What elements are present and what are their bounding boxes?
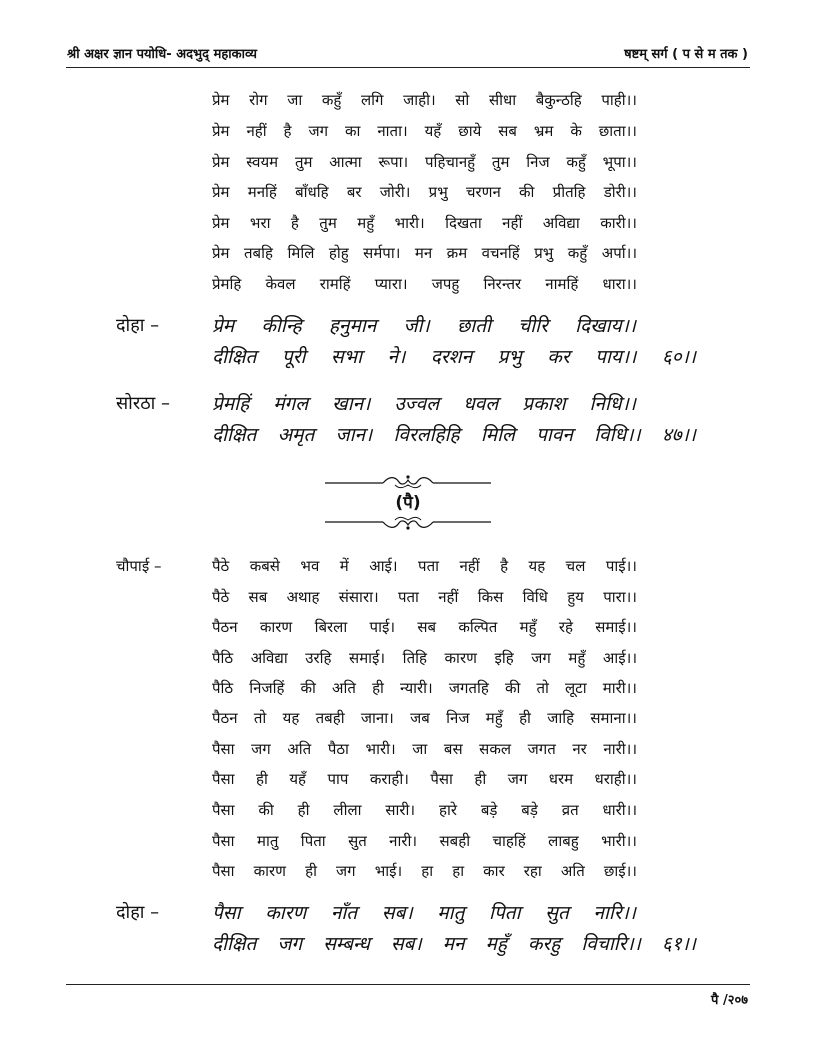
section-title: (पै) (395, 493, 421, 513)
soratha-label: सोरठा – (116, 393, 171, 414)
header-chapter-title: षष्टम् सर्ग ( प से म तक ) (624, 47, 748, 62)
ornament-divider-bottom (323, 513, 493, 533)
verse-line: पैठे सब अथाह संसारा। पता नहीं किस विधि हुय पारा।। (212, 588, 637, 606)
doha-label: दोहा – (116, 315, 160, 336)
verse-line: पैठन तो यह तबही जाना। जब निज महुँ ही जाहि समाना।। (212, 709, 637, 727)
page-number: पै /२०७ (711, 993, 748, 1008)
verse-line: पैसा की ही लीला सारी। हारे बड़े बड़े व्रत धारी।। (212, 801, 637, 819)
verse-line: पैठि अविद्या उरहि समाई। तिहि कारण इहि जग महुँ आई।। (212, 649, 637, 667)
verse-line: प्रेम भरा है तुम महुँ भारी। दिखता नहीं अविद्या कारी।। (212, 214, 637, 232)
soratha-line: दीक्षित अमृत जान। विरलहिहि मिलि पावन विधि।। ४७।। (212, 424, 696, 446)
verse-line: पैसा ही यहँ पाप कराही। पैसा ही जग धरम धराही।। (212, 770, 637, 788)
verse-line: प्रेम रोग जा कहुँ लगि जाही। सो सीधा बैकुन्ठहि पाही।। (212, 91, 637, 109)
verse-line: पैठन कारण बिरला पाई। सब कल्पित महुँ रहे समाई।। (212, 618, 637, 636)
verse-line: प्रेम तबहि मिलि होहु सर्मपा। मन क्रम वचनहिं प्रभु कहुँ अर्पा।। (212, 244, 637, 262)
verse-line: पैसा कारण ही जग भाई। हा हा कार रहा अति छाई।। (212, 862, 637, 880)
doha-line: पैसा कारण नाँत सब। मातु पिता सुत नारि।। (212, 902, 636, 924)
header-divider (66, 67, 750, 68)
header-book-title: श्री अक्षर ज्ञान पयोधि- अदभुद् महाकाव्य (67, 47, 257, 62)
verse-line: पैसा मातु पिता सुत नारी। सबही चाहहिं लाबहु भारी।। (212, 832, 637, 850)
verse-line: प्रेम नहीं है जग का नाता। यहँ छाये सब भ्रम के छाता।। (212, 122, 637, 140)
verse-line: प्रेम मनहिं बाँधहि बर जोरी। प्रभु चरणन की प्रीतहि डोरी।। (212, 183, 637, 201)
doha-line: दीक्षित जग सम्बन्ध सब। मन महुँ करहु विचारि।। ६१।। (212, 933, 696, 955)
soratha-line: प्रेमहिं मंगल खान। उज्वल धवल प्रकाश निधि।। (212, 393, 636, 415)
ornament-divider-top (323, 472, 493, 492)
chaupai-label: चौपाई – (116, 557, 162, 575)
doha-line: दीक्षित पूरी सभा ने। दरशन प्रभु कर पाय।। ६०।। (212, 346, 696, 368)
verse-line: प्रेमहि केवल रामहिं प्यारा। जपहु निरन्तर नामहिं धारा।। (212, 275, 637, 293)
doha-label: दोहा – (116, 902, 160, 923)
verse-line: पैसा जग अति पैठा भारी। जा बस सकल जगत नर नारी।। (212, 740, 637, 758)
doha-line: प्रेम कीन्हि हनुमान जी। छाती चीरि दिखाय।। (212, 315, 636, 337)
verse-line: पैठि निजहिं की अति ही न्यारी। जगतहि की तो लूटा मारी।। (212, 679, 637, 697)
verse-line: प्रेम स्वयम तुम आत्मा रूपा। पहिचानहुँ तुम निज कहुँ भूपा।। (212, 153, 637, 171)
verse-line: पैठे कबसे भव में आई। पता नहीं है यह चल पाई।। (212, 557, 637, 575)
footer-divider (66, 984, 750, 985)
